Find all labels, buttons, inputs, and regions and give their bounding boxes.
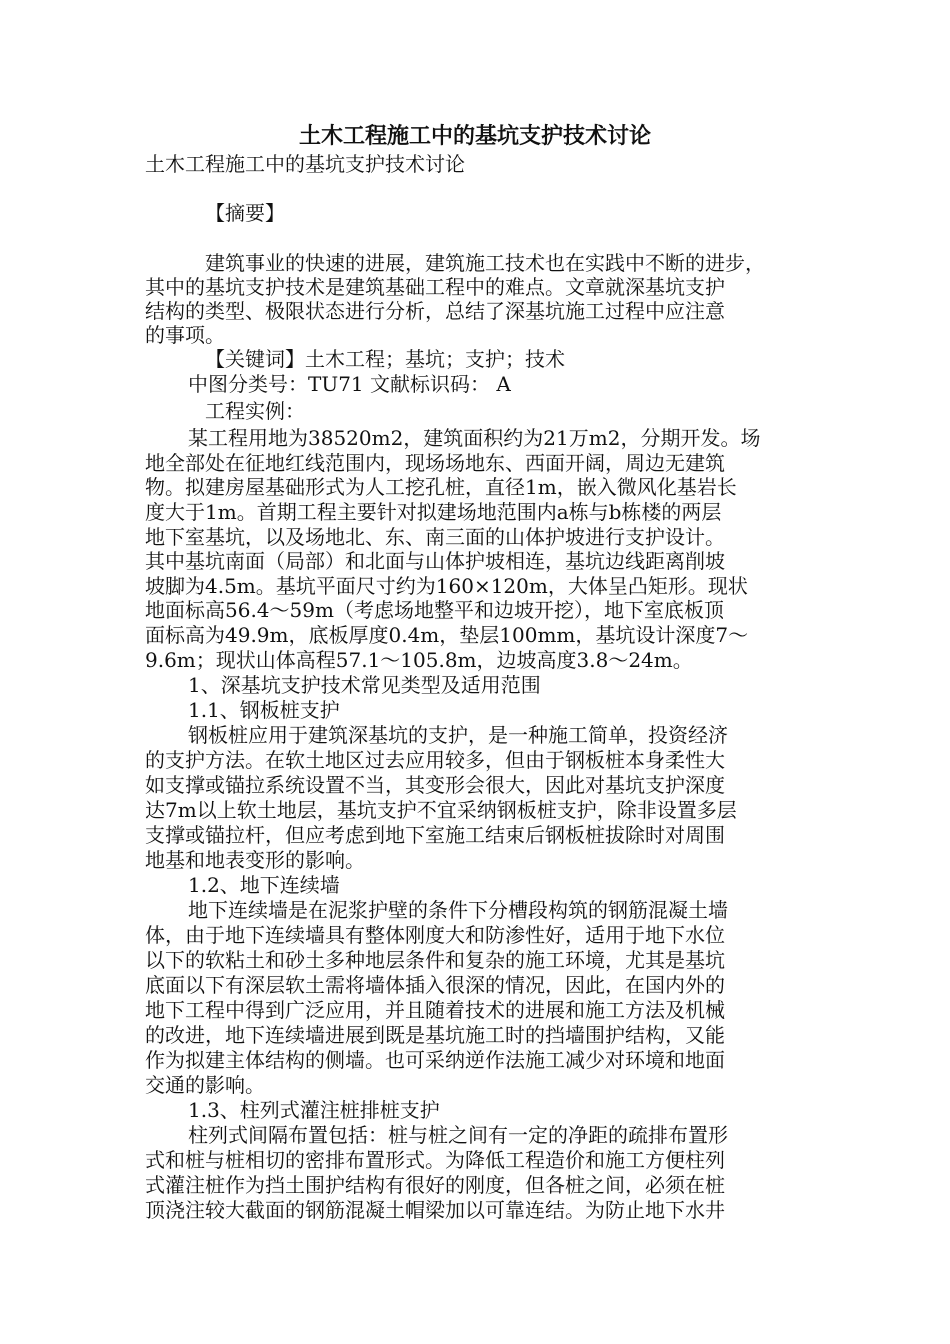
body-line: 式灌注桩作为挡土围护结构有很好的刚度，但各桩之间，必须在桩 [145, 1173, 725, 1197]
body-line: 达7m以上软土地层，基坑支护不宜采纳钢板桩支护，除非设置多层 [145, 798, 737, 822]
subsection-heading: 1.2、地下连续墙 [188, 873, 340, 897]
body-line: 坡脚为4.5m。基坑平面尺寸约为160×120m，大体呈凸矩形。现状 [145, 574, 748, 598]
body-line: 其中基坑南面（局部）和北面与山体护坡相连，基坑边线距离削坡 [145, 549, 725, 573]
body-line: 钢板桩应用于建筑深基坑的支护，是一种施工简单，投资经济 [188, 723, 728, 747]
body-line: 如支撑或锚拉系统设置不当，其变形会很大，因此对基坑支护深度 [145, 773, 725, 797]
body-line: 的支护方法。在软土地区过去应用较多，但由于钢板桩本身柔性大 [145, 748, 725, 772]
keywords-line: 【关键词】土木工程；基坑；支护；技术 [205, 347, 565, 371]
body-line: 地全部处在征地红线范围内，现场场地东、西面开阔，周边无建筑 [145, 451, 725, 475]
body-line: 式和桩与桩相切的密排布置形式。为降低工程造价和施工方便柱列 [145, 1148, 725, 1172]
body-line: 体，由于地下连续墙具有整体刚度大和防渗性好，适用于地下水位 [145, 923, 725, 947]
body-line: 支撑或锚拉杆，但应考虑到地下室施工结束后钢板桩拔除时对周围 [145, 823, 725, 847]
body-line: 地下工程中得到广泛应用，并且随着技术的进展和施工方法及机械 [145, 998, 725, 1022]
body-line: 的事项。 [145, 323, 225, 347]
body-line: 的改进，地下连续墙进展到既是基坑施工时的挡墙围护结构，又能 [145, 1023, 725, 1047]
body-line: 面标高为49.9m，底板厚度0.4m，垫层100mm，基坑设计深度7～ [145, 623, 749, 647]
section-heading: 1、深基坑支护技术常见类型及适用范围 [188, 673, 541, 697]
body-line: 柱列式间隔布置包括：桩与桩之间有一定的净距的疏排布置形 [188, 1123, 728, 1147]
subsection-heading: 1.1、钢板桩支护 [188, 698, 340, 722]
body-line: 地下室基坑，以及场地北、东、南三面的山体护坡进行支护设计。 [145, 525, 725, 549]
subsection-heading: 1.3、柱列式灌注桩排桩支护 [188, 1098, 440, 1122]
body-line: 地下连续墙是在泥浆护壁的条件下分槽段构筑的钢筋混凝土墙 [188, 898, 728, 922]
document-subtitle: 土木工程施工中的基坑支护技术讨论 [145, 152, 465, 176]
abstract-heading: 【摘要】 [205, 201, 285, 225]
body-line: 交通的影响。 [145, 1073, 265, 1097]
body-line: 作为拟建主体结构的侧墙。也可采纳逆作法施工减少对环境和地面 [145, 1048, 725, 1072]
body-line: 9.6m；现状山体高程57.1～105.8m，边坡高度3.8～24m。 [145, 648, 693, 672]
body-line: 地基和地表变形的影响。 [145, 848, 365, 872]
body-line: 以下的软粘土和砂土多种地层条件和复杂的施工环境，尤其是基坑 [145, 948, 725, 972]
body-line: 结构的类型、极限状态进行分析，总结了深基坑施工过程中应注意 [145, 299, 725, 323]
body-line: 度大于1m。首期工程主要针对拟建场地范围内a栋与b栋楼的两层 [145, 500, 722, 524]
document-title: 土木工程施工中的基坑支护技术讨论 [298, 124, 651, 149]
section-heading: 工程实例： [205, 399, 305, 423]
classification-line: 中图分类号：TU71 文献标识码： A [188, 372, 511, 396]
body-line: 顶浇注较大截面的钢筋混凝土帽梁加以可靠连结。为防止地下水井 [145, 1198, 725, 1222]
body-line: 底面以下有深层软土需将墙体插入很深的情况，因此，在国内外的 [145, 973, 725, 997]
body-line: 某工程用地为38520m2，建筑面积约为21万m2，分期开发。场 [188, 426, 761, 450]
body-line: 建筑事业的快速的进展，建筑施工技术也在实践中不断的进步， [205, 251, 765, 275]
body-line: 其中的基坑支护技术是建筑基础工程中的难点。文章就深基坑支护 [145, 275, 725, 299]
body-line: 地面标高56.4～59m（考虑场地整平和边坡开挖），地下室底板顶 [145, 598, 724, 622]
body-line: 物。拟建房屋基础形式为人工挖孔桩，直径1m，嵌入微风化基岩长 [145, 475, 737, 499]
